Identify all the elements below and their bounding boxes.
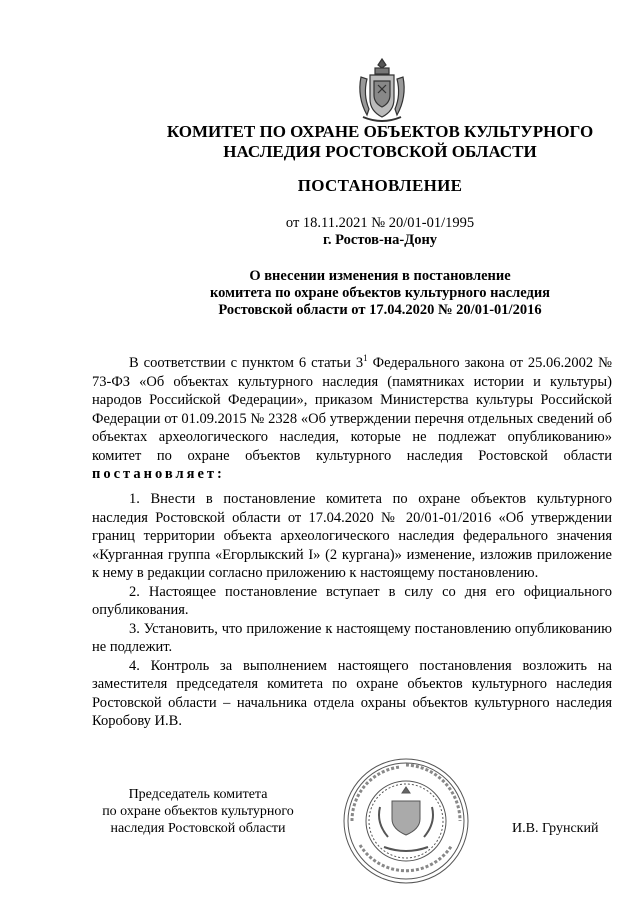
signer-position xyxy=(78,786,318,837)
document-date-number: от 18.11.2021 № 20/01-01/1995 xyxy=(285,215,475,231)
org-line-2: НАСЛЕДИЯ РОСТОВСКОЙ ОБЛАСТИ xyxy=(223,142,537,161)
resolution-item-3: 3. Установить, что приложение к настоящему постановлению опубликованию не подлежит. xyxy=(92,620,612,655)
resolution-items xyxy=(92,490,612,731)
coat-of-arms-icon xyxy=(353,55,411,125)
document-city: г. Ростов-на-Дону xyxy=(322,232,438,248)
signer-line-2: по охране объектов культурного xyxy=(102,804,294,819)
subject-line-2: комитета по охране объектов культурного наследия xyxy=(209,285,551,301)
signer-name: И.В. Грунский xyxy=(512,821,599,836)
subject-line-1: О внесении изменения в постановление xyxy=(249,268,511,284)
preamble-superscript: 1 xyxy=(363,353,368,364)
subject-line-3: Ростовской области от 17.04.2020 № 20/01-01/2016 xyxy=(218,302,542,318)
document-subject xyxy=(0,268,640,319)
resolution-item-2: 2. Настоящее постановление вступает в силу со дня его официального опубликования. xyxy=(92,583,612,618)
preamble-text-a: В соответствии с пунктом 6 статьи 3 xyxy=(129,355,364,371)
document-type: ПОСТАНОВЛЕНИЕ xyxy=(297,176,463,195)
official-seal-icon xyxy=(340,755,472,887)
organization-name xyxy=(0,122,640,162)
resolves-word: постановляет: xyxy=(92,466,225,482)
preamble-text-b: Федерального закона от 25.06.2002 № 73-ФЗ «Об объектах культурного наследия (памятниках истории и культуры) народов Российской Федерации», приказом Министерства культуры Российской Федерации от 01.09.2015 № 2328 «Об утверждении перечня отдельных сведений об объектах археологического наследия, которые не подлежат опубликованию» комитет по охране объектов культурного наследия Ростовской области xyxy=(92,355,612,464)
resolution-item-4: 4. Контроль за выполнением настоящего постановления возложить на заместителя председателя комитета по охране объектов культурного наследия Ростовской области – начальника отдела охраны объектов культурного наследия Коробову И.В. xyxy=(92,657,612,729)
resolution-item-1: 1. Внести в постановление комитета по охране объектов культурного наследия Ростовской области от 17.04.2020 № 20/01-01/2016 «Об утверждении границ территории объекта археологического наследия федерального значения «Курганная группа «Егорлыкский I» (2 кургана)» изменение, изложив приложение к нему в редакции согласно приложению к настоящему постановлению. xyxy=(92,491,612,581)
signer-line-3: наследия Ростовской области xyxy=(110,821,286,836)
preamble xyxy=(92,354,612,484)
org-line-1: КОМИТЕТ ПО ОХРАНЕ ОБЪЕКТОВ КУЛЬТУРНОГО xyxy=(166,122,594,141)
signer-line-1: Председатель комитета xyxy=(128,787,268,802)
